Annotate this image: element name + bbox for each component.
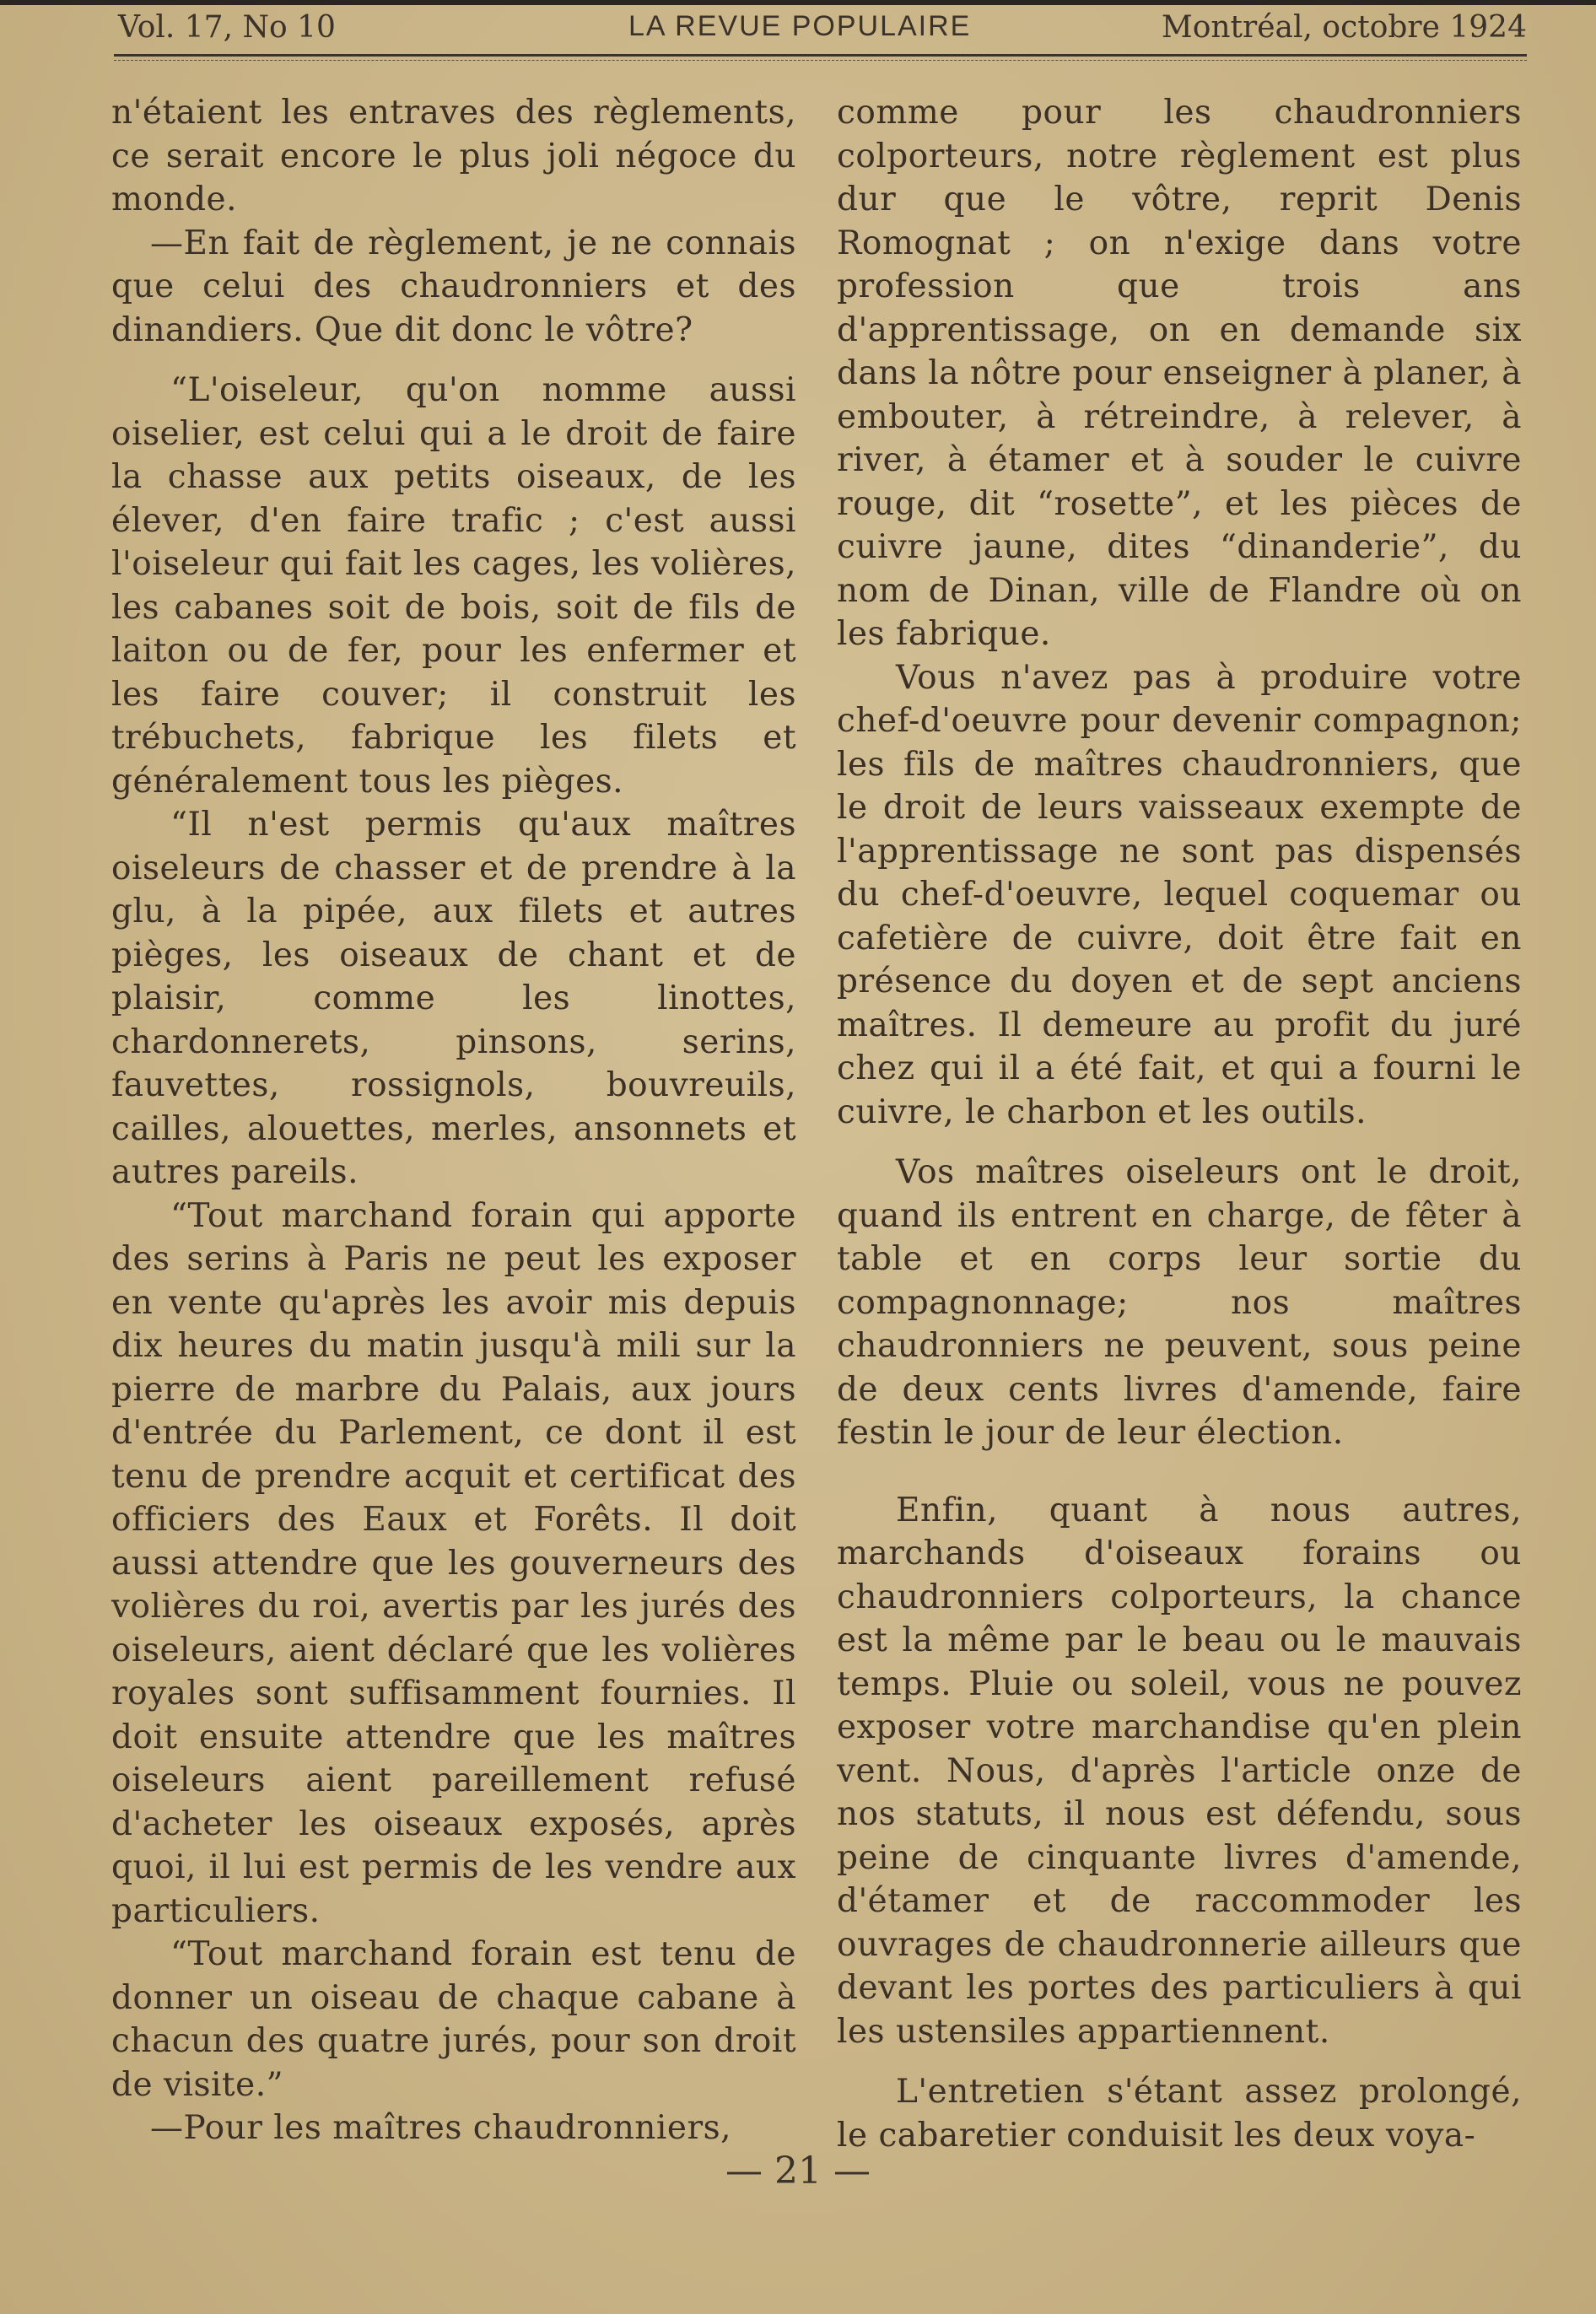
paragraph: n'étaient les entraves des règlements, ce serait encore le plus joli négoce du monde. [111,94,796,218]
header-rule [114,54,1527,57]
paragraph: —Pour les maîtres chaudronniers, [150,2109,732,2147]
paragraph: comme pour les chaudronniers colporteurs, notre règlement est plus dur que le vôtre, reprit Denis Romognat ; on n'exige dans votre profession que trois ans d'apprentissage, on en demande six dans la nôtre pour enseigner à planer, à embouter, à rétreindre, à relever, à river, à étamer et à souder le cuivre rouge, dit “rosette”, et les pièces de cuivre jaune, dites “dinanderie”, du nom de Dinan, ville de Flandre où on les fabrique. [837,94,1522,653]
paragraph: Vos maîtres oiseleurs ont le droit, quand ils entrent en charge, de fêter à table et en corps leur sortie du compagnonnage; nos maîtres chaudronniers ne peuvent, sous peine de deux cents livres d'amende, faire festin le jour de leur élection. [837,1153,1522,1452]
paragraph: “Il n'est permis qu'aux maîtres oiseleurs de chasser et de prendre à la glu, à la pipée, aux filets et autres pièges, les oiseaux de chant et de plaisir, comme les linottes, chardonnerets, pinsons, serins, fauvettes, rossignols, bouvreuils, cailles, alouettes, merles, ansonnets et autres pareils. [111,806,796,1191]
paragraph: —En fait de règlement, je ne connais que celui des chaudronniers et des dinandiers. Que dit donc le vôtre? [111,224,796,349]
paragraph: “Tout marchand forain est tenu de donner un oiseau de chaque cabane à chacun des quatre jurés, pour son droit de visite.” [111,1935,796,2104]
paragraph: L'entretien s'étant assez prolongé, le cabaretier conduisit les deux voya- [837,2073,1522,2155]
page-number: — 21 — [725,2149,871,2193]
paragraph: Enfin, quant à nous autres, marchands d'oiseaux forains ou chaudronniers colporteurs, la chance est la même par le beau ou le mauvais temps. Pluie ou soleil, vous ne pouvez exposer votre marchandise qu'en plein vent. Nous, d'après l'article onze de nos statuts, il nous est défendu, sous peine de cinquante livres d'amende, d'étamer et de raccommoder les ouvrages de chaudronnerie ailleurs que devant les portes des particuliers à qui les ustensiles appartiennent. [837,1491,1522,2051]
publication-title: LA REVUE POPULAIRE [628,10,972,42]
issue-date: Montréal, octobre 1924 [1161,10,1527,45]
left-column [111,91,796,2150]
header-rule-secondary [114,60,1527,61]
paragraph: “L'oiseleur, qu'on nomme aussi oiselier, est celui qui a le droit de faire la chasse aux petits oiseaux, de les élever, d'en faire trafic ; c'est aussi l'oiseleur qui fait les cages, les volières, les cabanes soit de bois, soit de fils de laiton ou de fer, pour les enfermer et les faire couver; il construit les trébuchets, fabrique les filets et généralement tous les pièges. [111,371,796,801]
right-column [837,91,1522,2157]
paragraph: “Tout marchand forain qui apporte des serins à Paris ne peut les exposer en vente qu'après les avoir mis depuis dix heures du matin jusqu'à mili sur la pierre de marbre du Palais, aux jours d'entrée du Parlement, ce dont il est tenu de prendre acquit et certificat des officiers des Eaux et Forêts. Il doit aussi attendre que les gouverneurs des volières du roi, avertis par les jurés des oiseleurs, aient déclaré que les volières royales sont suffisamment fournies. Il doit ensuite attendre que les maîtres oiseleurs aient pareillement refusé d'acheter les oiseaux exposés, après quoi, il lui est permis de les vendre aux particuliers. [111,1196,796,1930]
issue-label: Vol. 17, No 10 [118,10,336,45]
paragraph: Vous n'avez pas à produire votre chef-d'oeuvre pour devenir compagnon; les fils de maîtres chaudronniers, que le droit de leurs vaisseaux exempte de l'apprentissage ne sont pas dispensés du chef-d'oeuvre, lequel coquemar ou cafetière de cuivre, doit être fait en présence du doyen et de sept anciens maîtres. Il demeure au profit du juré chez qui il a été fait, et qui a fourni le cuivre, le charbon et les outils. [837,658,1522,1131]
running-header [118,5,1527,51]
